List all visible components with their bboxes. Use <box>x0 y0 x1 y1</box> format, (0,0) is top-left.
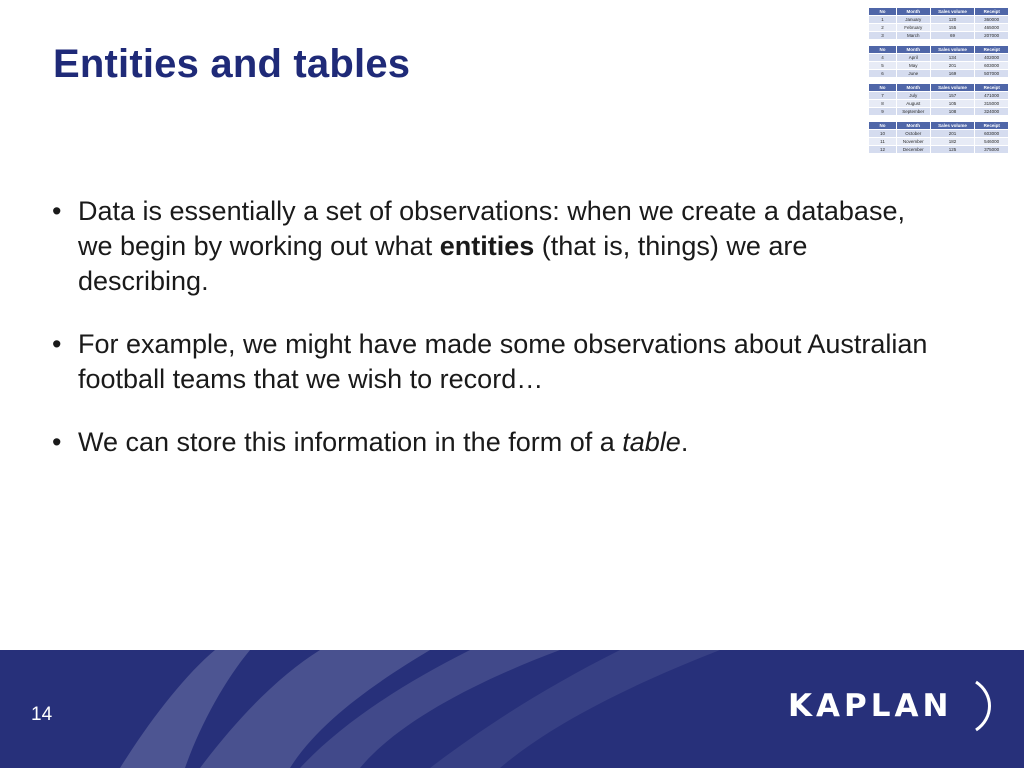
cell: 507000 <box>975 70 1009 78</box>
cell: 155 <box>930 24 975 32</box>
footer-band <box>0 650 1024 768</box>
slide-title: Entities and tables <box>53 42 411 86</box>
sales-table-4 <box>868 121 1009 154</box>
cell: 7 <box>869 92 897 100</box>
header-sales-volume: Sales volume <box>930 46 975 54</box>
cell: 402000 <box>975 54 1009 62</box>
cell: 201 <box>930 130 975 138</box>
cell: August <box>897 100 931 108</box>
header-no: No <box>869 46 897 54</box>
header-sales-volume: Sales volume <box>930 8 975 16</box>
bullet-text: Data is essentially a set of observations: when we create a database, we begin by working out what <box>78 196 905 261</box>
header-month: Month <box>897 8 931 16</box>
cell: 6 <box>869 70 897 78</box>
bullet-item <box>52 425 932 460</box>
cell: January <box>897 16 931 24</box>
bullet-text: (that is, things) we are describing. <box>78 231 808 296</box>
sales-table-1 <box>868 7 1009 40</box>
cell: 120 <box>930 16 975 24</box>
cell: 8 <box>869 100 897 108</box>
table-row <box>869 92 1009 100</box>
table-row <box>869 138 1009 146</box>
table-row <box>869 70 1009 78</box>
header-receipt: Receipt <box>975 122 1009 130</box>
cell: 134 <box>930 54 975 62</box>
cell: 603000 <box>975 130 1009 138</box>
table-row <box>869 62 1009 70</box>
cell: 201 <box>930 62 975 70</box>
cell: 105 <box>930 100 975 108</box>
cell: September <box>897 108 931 116</box>
header-receipt: Receipt <box>975 84 1009 92</box>
header-month: Month <box>897 84 931 92</box>
cell: 465000 <box>975 24 1009 32</box>
bullet-text: . <box>680 427 689 457</box>
cell: 375000 <box>975 146 1009 154</box>
cell: 2 <box>869 24 897 32</box>
cell: 169 <box>930 70 975 78</box>
cell: 603000 <box>975 62 1009 70</box>
sales-table-3 <box>868 83 1009 116</box>
table-row <box>869 24 1009 32</box>
cell: February <box>897 24 931 32</box>
header-sales-volume: Sales volume <box>930 84 975 92</box>
cell: 360000 <box>975 16 1009 24</box>
cell: 546000 <box>975 138 1009 146</box>
sales-table-2 <box>868 45 1009 78</box>
cell: 125 <box>930 146 975 154</box>
cell: 12 <box>869 146 897 154</box>
cell: December <box>897 146 931 154</box>
table-row <box>869 108 1009 116</box>
logo-text: KAPLAN <box>788 688 953 724</box>
bullet-marker: • <box>52 196 62 226</box>
cell: 11 <box>869 138 897 146</box>
cell: 108 <box>930 108 975 116</box>
cell: May <box>897 62 931 70</box>
kaplan-logo <box>780 676 995 736</box>
cell: April <box>897 54 931 62</box>
table-row <box>869 54 1009 62</box>
cell: 324000 <box>975 108 1009 116</box>
page-number: 14 <box>31 704 53 725</box>
cell: 4 <box>869 54 897 62</box>
bullet-item <box>52 327 932 397</box>
bullet-list <box>52 194 932 488</box>
cell: 471000 <box>975 92 1009 100</box>
bullet-marker: • <box>52 329 62 359</box>
bullet-text: For example, we might have made some observations about Australian football teams that we wish to record… <box>78 329 928 394</box>
bullet-marker: • <box>52 427 62 457</box>
sales-table-thumbnail <box>868 7 1009 159</box>
cell: 157 <box>930 92 975 100</box>
header-no: No <box>869 8 897 16</box>
cell: November <box>897 138 931 146</box>
cell: 3 <box>869 32 897 40</box>
table-row <box>869 32 1009 40</box>
bullet-item <box>52 194 932 299</box>
cell: 10 <box>869 130 897 138</box>
header-no: No <box>869 84 897 92</box>
cell: 207000 <box>975 32 1009 40</box>
cell: July <box>897 92 931 100</box>
bullet-italic-term: table <box>622 427 681 457</box>
header-sales-volume: Sales volume <box>930 122 975 130</box>
table-row <box>869 100 1009 108</box>
cell: October <box>897 130 931 138</box>
cell: 69 <box>930 32 975 40</box>
cell: June <box>897 70 931 78</box>
header-no: No <box>869 122 897 130</box>
header-month: Month <box>897 122 931 130</box>
header-month: Month <box>897 46 931 54</box>
cell: 9 <box>869 108 897 116</box>
cell: 315000 <box>975 100 1009 108</box>
cell: 5 <box>869 62 897 70</box>
table-row <box>869 16 1009 24</box>
bullet-text: We can store this information in the form of a <box>78 427 623 457</box>
cell: 1 <box>869 16 897 24</box>
header-receipt: Receipt <box>975 46 1009 54</box>
table-row <box>869 130 1009 138</box>
header-receipt: Receipt <box>975 8 1009 16</box>
bullet-bold-term: entities <box>439 231 535 261</box>
cell: March <box>897 32 931 40</box>
cell: 182 <box>930 138 975 146</box>
table-row <box>869 146 1009 154</box>
